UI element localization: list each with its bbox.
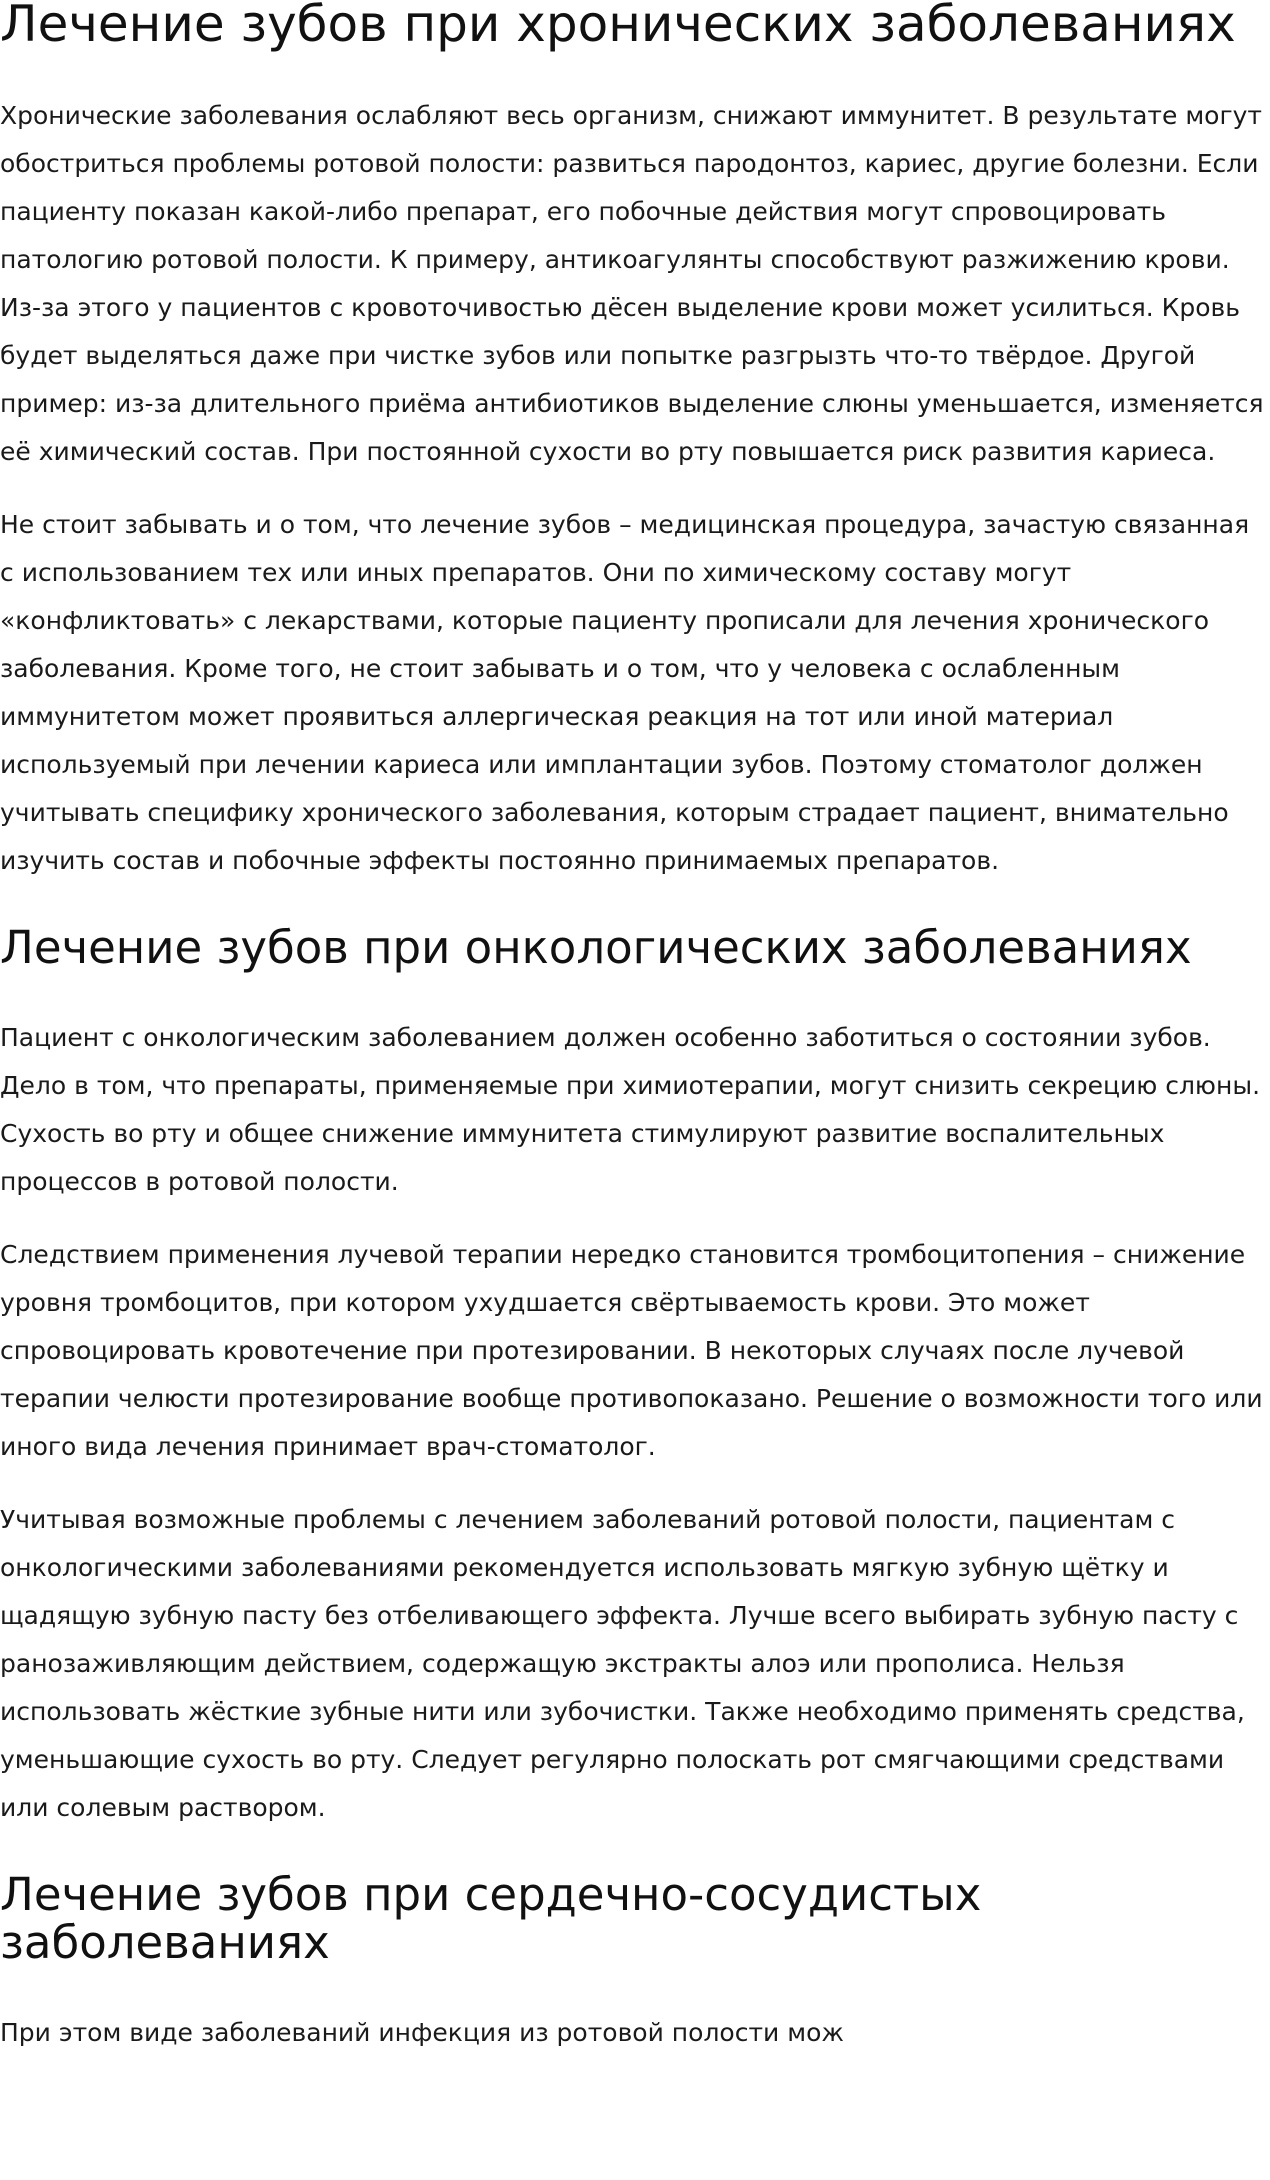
paragraph-chronic-1: Хронические заболевания ослабляют весь организм, снижают иммунитет. В результате могут обостриться проблемы ротовой полости: развиться пародонтоз, кариес, другие болезни. Если пациенту показан какой-либо препарат, его побочные действия могут спровоцировать патологию ротовой полости. К примеру, антикоагулянты способствуют разжижению крови. Из-за этого у пациентов с кровоточивостью дёсен выделение крови может усилиться. Кровь будет выделяться даже при чистке зубов или попытке разгрызть что-то твёрдое. Другой пример: из-за длительного приёма антибиотиков выделение слюны уменьшается, изменяется её химический состав. При постоянной сухости во рту повышается риск развития кариеса.	[0, 101, 1264, 466]
paragraph-oncology-1: Пациент с онкологическим заболеванием должен особенно заботиться о состоянии зубов. Дело в том, что препараты, применяемые при химиотерапии, могут снизить секрецию слюны. Сухость во рту и общее снижение иммунитета стимулируют развитие воспалительных процессов в ротовой полости.	[0, 1023, 1261, 1196]
paragraph-chronic-2: Не стоит забывать и о том, что лечение зубов – медицинская процедура, зачастую связанная с использованием тех или иных препаратов. Они по химическому составу могут «конфликтовать» с лекарствами, которые пациенту прописали для лечения хронического заболевания. Кроме того, не стоит забывать и о том, что у человека с ослабленным иммунитетом может проявиться аллергическая реакция на тот или иной материал используемый при лечении кариеса или имплантации зубов. Поэтому стоматолог должен учитывать специфику хронического заболевания, которым страдает пациент, внимательно изучить состав и побочные эффекты постоянно принимаемых препаратов.	[0, 510, 1250, 875]
paragraph-oncology-2: Следствием применения лучевой терапии нередко становится тромбоцитопения – снижение уровня тромбоцитов, при котором ухудшается свёртываемость крови. Это может спровоцировать кровотечение при протезировании. В некоторых случаях после лучевой терапии челюсти протезирование вообще противопоказано. Решение о возможности того или иного вида лечения принимает врач-стоматолог.	[0, 1240, 1263, 1461]
section-heading-oncology: Лечение зубов при онкологических заболеваниях	[0, 921, 1192, 974]
section-heading-cardiovascular: Лечение зубов при сердечно-сосудистых заболеваниях	[0, 1868, 982, 1969]
paragraph-oncology-3: Учитывая возможные проблемы с лечением заболеваний ротовой полости, пациентам с онкологическими заболеваниями рекомендуется использовать мягкую зубную щётку и щадящую зубную пасту без отбеливающего эффекта. Лучше всего выбирать зубную пасту с ранозаживляющим действием, содержащую экстракты алоэ или прополиса. Нельзя использовать жёсткие зубные нити или зубочистки. Также необходимо применять средства, уменьшающие сухость во рту. Следует регулярно полоскать рот смягчающими средствами или солевым раствором.	[0, 1505, 1245, 1822]
section-heading-chronic: Лечение зубов при хронических заболеваниях	[0, 0, 1236, 53]
paragraph-cardiovascular-1: При этом виде заболеваний инфекция из ротовой полости мож	[0, 2018, 844, 2047]
